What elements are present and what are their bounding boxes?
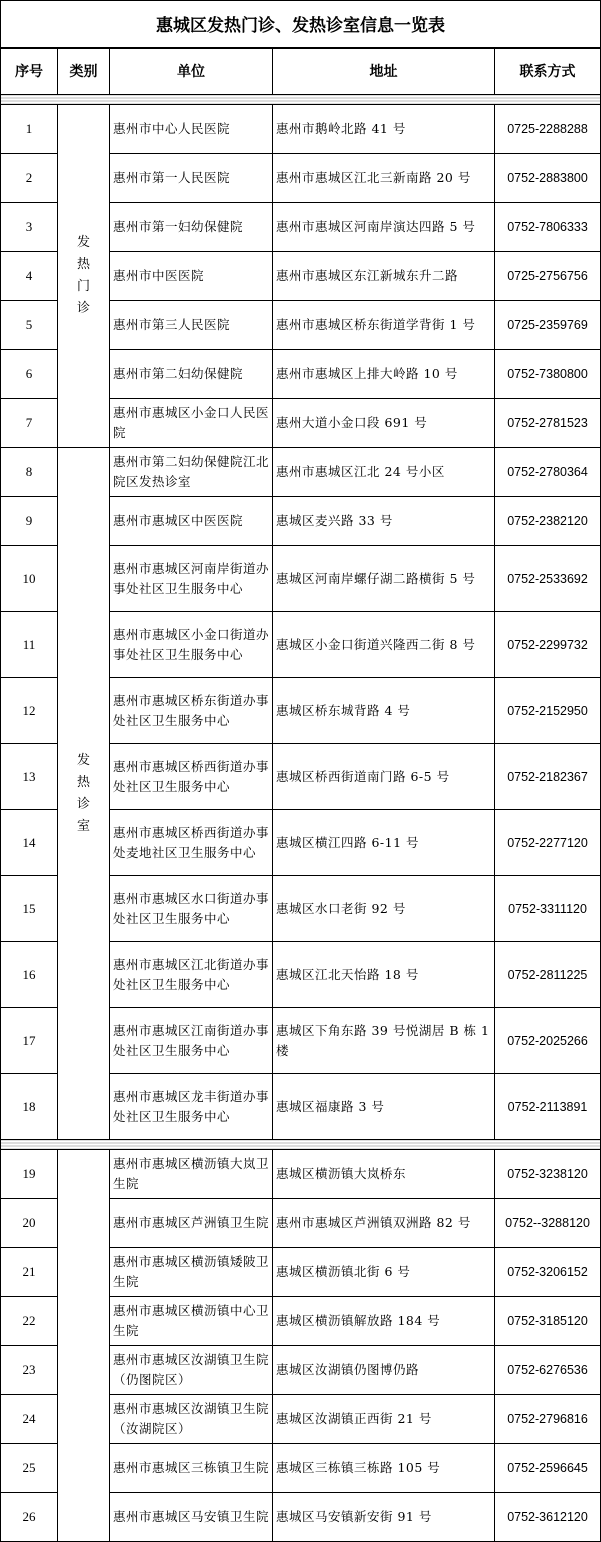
row-address: 惠城区下角东路 39 号悦湖居 B 栋 1 楼 xyxy=(273,1008,495,1074)
row-index: 5 xyxy=(1,301,58,350)
row-contact: 0752-2811225 xyxy=(495,942,601,1008)
row-address: 惠城区麦兴路 33 号 xyxy=(273,497,495,546)
category-clinic-label: 发热门诊 xyxy=(76,235,90,316)
row-contact: 0752-2796816 xyxy=(495,1395,601,1444)
table-row xyxy=(1,1150,601,1199)
row-unit: 惠州市惠城区三栋镇卫生院 xyxy=(110,1444,273,1493)
row-unit: 惠州市惠城区水口街道办事处社区卫生服务中心 xyxy=(110,876,273,942)
row-address: 惠城区马安镇新安街 91 号 xyxy=(273,1493,495,1542)
row-unit: 惠州市惠城区桥西街道办事处麦地社区卫生服务中心 xyxy=(110,810,273,876)
row-contact: 0752-3206152 xyxy=(495,1248,601,1297)
row-address: 惠州市惠城区江北 24 号小区 xyxy=(273,448,495,497)
row-unit: 惠州市惠城区桥西街道办事处社区卫生服务中心 xyxy=(110,744,273,810)
row-index: 26 xyxy=(1,1493,58,1542)
row-unit: 惠州市惠城区小金口人民医院 xyxy=(110,399,273,448)
row-unit: 惠州市惠城区江北街道办事处社区卫生服务中心 xyxy=(110,942,273,1008)
row-unit: 惠州市惠城区横沥镇矮陂卫生院 xyxy=(110,1248,273,1297)
row-index: 19 xyxy=(1,1150,58,1199)
row-address: 惠城区汝湖镇仍图博仍路 xyxy=(273,1346,495,1395)
row-address: 惠城区水口老街 92 号 xyxy=(273,876,495,942)
row-unit: 惠州市中医医院 xyxy=(110,252,273,301)
row-index: 13 xyxy=(1,744,58,810)
row-unit: 惠州市惠城区马安镇卫生院 xyxy=(110,1493,273,1542)
row-index: 14 xyxy=(1,810,58,876)
row-address: 惠州市鹅岭北路 41 号 xyxy=(273,105,495,154)
row-index: 12 xyxy=(1,678,58,744)
category-clinic xyxy=(58,105,110,448)
row-unit: 惠州市第一人民医院 xyxy=(110,154,273,203)
row-address: 惠城区汝湖镇正西街 21 号 xyxy=(273,1395,495,1444)
row-unit: 惠州市惠城区横沥镇中心卫生院 xyxy=(110,1297,273,1346)
row-address: 惠城区小金口街道兴隆西二街 8 号 xyxy=(273,612,495,678)
row-contact: 0752-2533692 xyxy=(495,546,601,612)
row-index: 21 xyxy=(1,1248,58,1297)
header-address: 地址 xyxy=(273,48,495,95)
row-unit: 惠州市惠城区汝湖镇卫生院（汝湖院区） xyxy=(110,1395,273,1444)
row-contact: 0752-2781523 xyxy=(495,399,601,448)
row-contact: 0725-2359769 xyxy=(495,301,601,350)
row-contact: 0752-2113891 xyxy=(495,1074,601,1140)
row-index: 24 xyxy=(1,1395,58,1444)
header-contact: 联系方式 xyxy=(495,48,601,95)
row-index: 4 xyxy=(1,252,58,301)
row-index: 6 xyxy=(1,350,58,399)
row-index: 22 xyxy=(1,1297,58,1346)
row-address: 惠州市惠城区芦洲镇双洲路 82 号 xyxy=(273,1199,495,1248)
row-contact: 0752-7380800 xyxy=(495,350,601,399)
row-index: 3 xyxy=(1,203,58,252)
row-address: 惠城区横沥镇北街 6 号 xyxy=(273,1248,495,1297)
row-index: 2 xyxy=(1,154,58,203)
row-address: 惠城区桥东城背路 4 号 xyxy=(273,678,495,744)
row-address: 惠州市惠城区江北三新南路 20 号 xyxy=(273,154,495,203)
row-unit: 惠州市惠城区河南岸街道办事处社区卫生服务中心 xyxy=(110,546,273,612)
row-index: 10 xyxy=(1,546,58,612)
row-contact: 0752-3612120 xyxy=(495,1493,601,1542)
section-separator xyxy=(1,1140,601,1150)
row-unit: 惠州市惠城区桥东街道办事处社区卫生服务中心 xyxy=(110,678,273,744)
row-address: 惠州大道小金口段 691 号 xyxy=(273,399,495,448)
row-unit: 惠州市惠城区汝湖镇卫生院（仍图院区） xyxy=(110,1346,273,1395)
row-address: 惠州市惠城区上排大岭路 10 号 xyxy=(273,350,495,399)
row-contact: 0752-2182367 xyxy=(495,744,601,810)
row-contact: 0752-2277120 xyxy=(495,810,601,876)
row-contact: 0752-2382120 xyxy=(495,497,601,546)
row-contact: 0752-3238120 xyxy=(495,1150,601,1199)
row-contact: 0752-6276536 xyxy=(495,1346,601,1395)
row-contact: 0725-2756756 xyxy=(495,252,601,301)
row-address: 惠州市惠城区河南岸演达四路 5 号 xyxy=(273,203,495,252)
row-contact: 0752-2152950 xyxy=(495,678,601,744)
row-contact: 0752-2883800 xyxy=(495,154,601,203)
row-unit: 惠州市惠城区芦洲镇卫生院 xyxy=(110,1199,273,1248)
row-index: 8 xyxy=(1,448,58,497)
row-index: 7 xyxy=(1,399,58,448)
row-address: 惠城区福康路 3 号 xyxy=(273,1074,495,1140)
row-index: 1 xyxy=(1,105,58,154)
category-room xyxy=(58,448,110,1140)
row-contact: 0752-2596645 xyxy=(495,1444,601,1493)
table-title: 惠城区发热门诊、发热诊室信息一览表 xyxy=(1,1,601,48)
header-category: 类别 xyxy=(58,48,110,95)
row-unit: 惠州市第一妇幼保健院 xyxy=(110,203,273,252)
row-contact: 0752-3311120 xyxy=(495,876,601,942)
row-index: 16 xyxy=(1,942,58,1008)
row-contact: 0752-7806333 xyxy=(495,203,601,252)
row-address: 惠城区桥西街道南门路 6-5 号 xyxy=(273,744,495,810)
row-contact: 0752-3185120 xyxy=(495,1297,601,1346)
row-unit: 惠州市中心人民医院 xyxy=(110,105,273,154)
row-contact: 0752--3288120 xyxy=(495,1199,601,1248)
row-address: 惠城区河南岸螺仔湖二路横街 5 号 xyxy=(273,546,495,612)
row-address: 惠城区横沥镇解放路 184 号 xyxy=(273,1297,495,1346)
row-index: 23 xyxy=(1,1346,58,1395)
row-contact: 0752-2025266 xyxy=(495,1008,601,1074)
row-unit: 惠州市惠城区小金口街道办事处社区卫生服务中心 xyxy=(110,612,273,678)
row-address: 惠州市惠城区桥东街道学背街 1 号 xyxy=(273,301,495,350)
row-unit: 惠州市惠城区横沥镇大岚卫生院 xyxy=(110,1150,273,1199)
header-index: 序号 xyxy=(1,48,58,95)
row-address: 惠城区江北天怡路 18 号 xyxy=(273,942,495,1008)
row-address: 惠城区横沥镇大岚桥东 xyxy=(273,1150,495,1199)
row-contact: 0725-2288288 xyxy=(495,105,601,154)
row-unit: 惠州市第二妇幼保健院江北院区发热诊室 xyxy=(110,448,273,497)
row-unit: 惠州市第三人民医院 xyxy=(110,301,273,350)
row-index: 15 xyxy=(1,876,58,942)
row-unit: 惠州市惠城区中医医院 xyxy=(110,497,273,546)
row-unit: 惠州市惠城区龙丰街道办事处社区卫生服务中心 xyxy=(110,1074,273,1140)
category-township xyxy=(58,1150,110,1542)
row-address: 惠州市惠城区东江新城东升二路 xyxy=(273,252,495,301)
row-address: 惠城区横江四路 6-11 号 xyxy=(273,810,495,876)
row-index: 18 xyxy=(1,1074,58,1140)
header-unit: 单位 xyxy=(110,48,273,95)
row-index: 11 xyxy=(1,612,58,678)
row-contact: 0752-2299732 xyxy=(495,612,601,678)
row-unit: 惠州市第二妇幼保健院 xyxy=(110,350,273,399)
row-unit: 惠州市惠城区江南街道办事处社区卫生服务中心 xyxy=(110,1008,273,1074)
row-address: 惠城区三栋镇三栋路 105 号 xyxy=(273,1444,495,1493)
table-row xyxy=(1,105,601,154)
section-separator xyxy=(1,95,601,105)
category-room-label: 发热诊室 xyxy=(76,752,90,834)
table-row xyxy=(1,448,601,497)
row-index: 25 xyxy=(1,1444,58,1493)
row-index: 17 xyxy=(1,1008,58,1074)
row-index: 9 xyxy=(1,497,58,546)
row-contact: 0752-2780364 xyxy=(495,448,601,497)
row-index: 20 xyxy=(1,1199,58,1248)
